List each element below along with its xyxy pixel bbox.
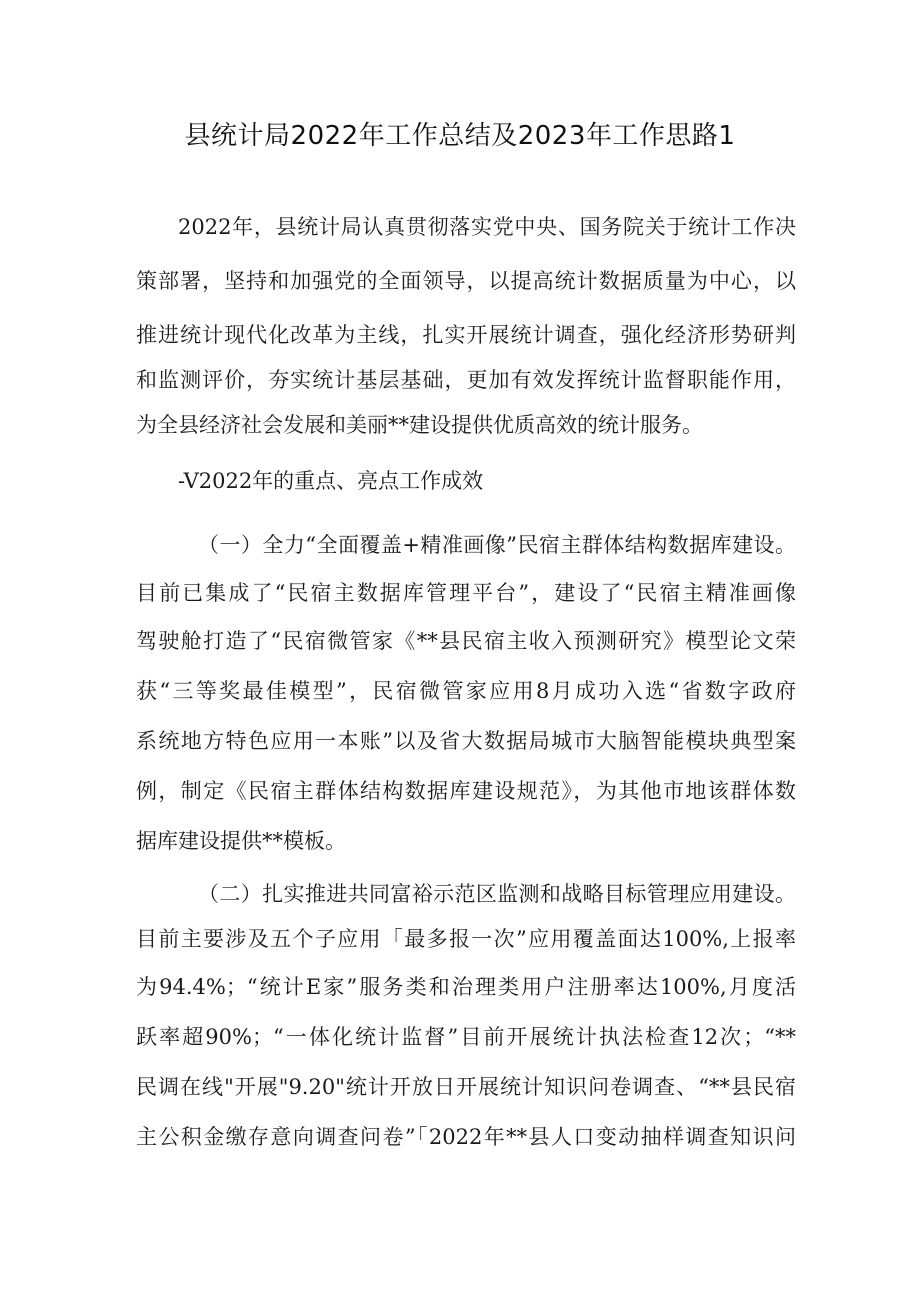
item1-line-6: 例，制定《民宿主群体结构数据库建设规范》，为其他市地该群体数 bbox=[136, 779, 796, 803]
item1-line-1: （一）全力“全面覆盖+精准画像”民宿主群体结构数据库建设。 bbox=[198, 533, 796, 557]
item1-line-7: 据库建设提供**模板。 bbox=[136, 829, 346, 853]
document-title: 县统计局2022年工作总结及2023年工作思路1 bbox=[184, 121, 736, 151]
intro-line-5: 为全县经济社会发展和美丽**建设提供优质高效的统计服务。 bbox=[136, 413, 703, 437]
item2-line-3: 为94.4%；“统计E家”服务类和治理类用户注册率达100%,月度活 bbox=[136, 975, 796, 999]
item1-line-3: 驾驶舱打造了“民宿微管家《**县民宿主收入预测研究》模型论文荣 bbox=[136, 629, 796, 653]
intro-line-1: 2022年，县统计局认真贯彻落实党中央、国务院关于统计工作决 bbox=[178, 215, 796, 239]
item2-line-6: 主公积金缴存意向调查问卷”「2022年**县人口变动抽样调查知识问 bbox=[136, 1125, 796, 1149]
section-heading: -V2022年的重点、亮点工作成效 bbox=[178, 469, 484, 493]
intro-line-2: 策部署，坚持和加强党的全面领导，以提高统计数据质量为中心，以 bbox=[136, 269, 796, 293]
intro-line-4: 和监测评价，夯实统计基层基础，更加有效发挥统计监督职能作用， bbox=[136, 368, 796, 392]
item1-line-5: 系统地方特色应用一本账”以及省大数据局城市大脑智能模块典型案 bbox=[136, 729, 796, 753]
item2-line-2: 目前主要涉及五个子应用「最多报一次”应用覆盖面达100%,上报率 bbox=[136, 927, 796, 951]
item1-line-2: 目前已集成了“民宿主数据库管理平台”，建设了“民宿主精准画像 bbox=[136, 581, 796, 605]
item2-line-4: 跃率超90%；“一体化统计监督”目前开展统计执法检查12次；“** bbox=[136, 1025, 796, 1049]
item1-line-4: 获“三等奖最佳模型”，民宿微管家应用8月成功入选“省数字政府 bbox=[136, 679, 796, 703]
item2-line-1: （二）扎实推进共同富裕示范区监测和战略目标管理应用建设。 bbox=[198, 882, 796, 906]
intro-line-3: 推进统计现代化改革为主线，扎实开展统计调查，强化经济形势研判 bbox=[136, 323, 796, 347]
item2-line-5: 民调在线"开展"9.20"统计开放日开展统计知识问卷调查、“**县民宿 bbox=[136, 1075, 796, 1099]
